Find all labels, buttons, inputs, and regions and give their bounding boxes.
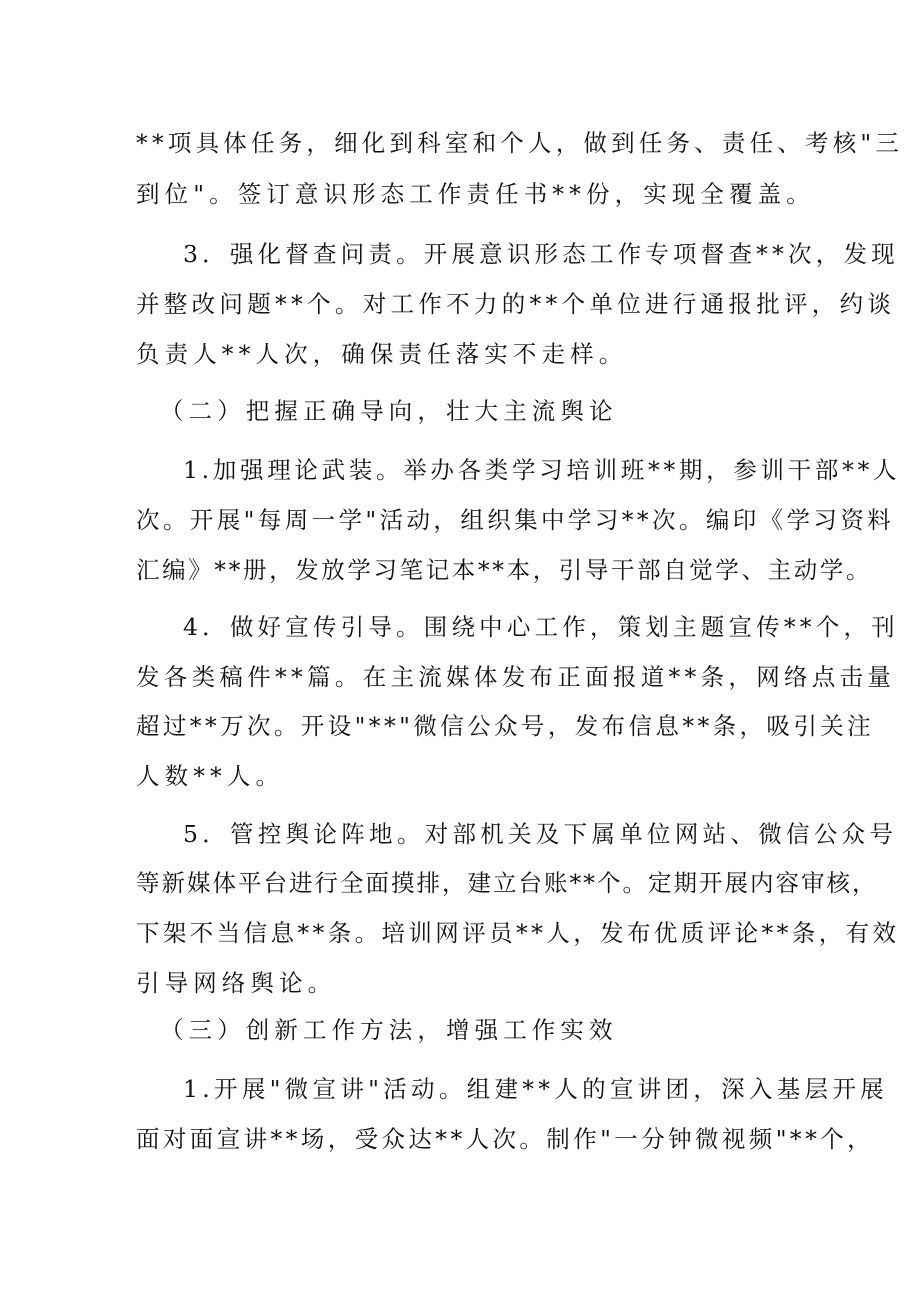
text-line	[0, 337, 920, 371]
text-line-content: 到位"。签订意识形态工作责任书**份，实现全覆盖。	[136, 180, 815, 208]
text-line-content: 等新媒体平台进行全面摸排，建立台账**个。定期开展内容审核，	[136, 869, 878, 897]
text-line	[0, 866, 920, 900]
text-line-content: 4．做好宣传引导。围绕中心工作，策划主题宣传**个，刊	[183, 613, 899, 641]
text-line-content: 汇编》**册，发放学习笔记本**本，引导干部自觉学、主动学。	[136, 556, 872, 584]
text-line	[0, 610, 920, 644]
text-line-content: **项具体任务，细化到科室和个人，做到任务、责任、考核"三	[136, 129, 904, 157]
text-line	[0, 709, 920, 743]
text-line	[0, 966, 920, 1000]
text-line	[0, 553, 920, 587]
text-line-content: 发各类稿件**篇。在主流媒体发布正面报道**条，网络点击量	[136, 663, 896, 691]
text-line-content: 面对面宣讲**场，受众达**人次。制作"一分钟微视频"**个，	[136, 1125, 875, 1153]
text-line	[0, 287, 920, 321]
text-line	[0, 453, 920, 487]
text-line-content: 1.开展"微宣讲"活动。组建**人的宣讲团，深入基层开展	[183, 1075, 888, 1103]
text-line-content: 下架不当信息**条。培训网评员**人，发布优质评论**条，有效	[136, 919, 900, 947]
text-line	[0, 916, 920, 950]
text-line	[0, 503, 920, 537]
text-line	[0, 1122, 920, 1156]
text-line	[0, 177, 920, 211]
text-line	[0, 1072, 920, 1106]
text-line	[0, 817, 920, 851]
text-line	[0, 759, 920, 793]
text-line	[0, 237, 920, 271]
text-line-content: 3．强化督查问责。开展意识形态工作专项督查**次，发现	[183, 240, 899, 268]
text-line-content: 超过**万次。开设"**"微信公众号，发布信息**条，吸引关注	[136, 712, 875, 740]
section-heading	[0, 1013, 920, 1047]
text-line	[0, 660, 920, 694]
section-heading-text: （二）把握正确导向，壮大主流舆论	[160, 397, 618, 425]
section-heading	[0, 394, 920, 428]
section-heading-text: （三）创新工作方法，增强工作实效	[160, 1016, 618, 1044]
text-line-content: 次。开展"每周一学"活动，组织集中学习**次。编印《学习资料	[136, 506, 895, 534]
text-line	[0, 126, 920, 160]
text-line-content: 1.加强理论武装。举办各类学习培训班**期，参训干部**人	[183, 456, 901, 484]
text-line-content: 人数**人。	[136, 762, 285, 790]
text-line-content: 引导网络舆论。	[136, 969, 337, 997]
text-line-content: 负责人**人次，确保责任落实不走样。	[136, 340, 628, 368]
text-line-content: 并整改问题**个。对工作不力的**个单位进行通报批评，约谈	[136, 290, 896, 318]
text-line-content: 5．管控舆论阵地。对部机关及下属单位网站、微信公众号	[183, 820, 898, 848]
